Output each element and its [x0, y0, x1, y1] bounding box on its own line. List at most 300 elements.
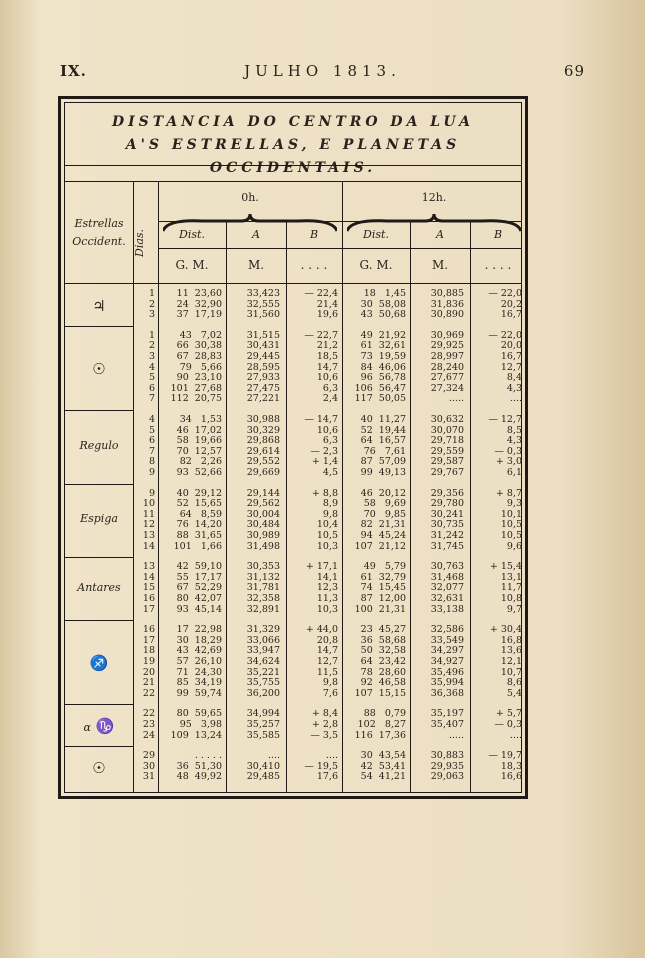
column-values-b12 — [470, 489, 522, 553]
star-label — [65, 360, 133, 378]
table-cell: 28,595 — [246, 361, 280, 373]
column-values-b0 — [286, 709, 338, 741]
column-values-d0 — [158, 489, 222, 553]
table-cell: 31,745 — [430, 540, 464, 552]
star-label — [65, 581, 133, 594]
table-cell: — 14,7 — [304, 414, 338, 425]
table-cell: 99 59,74 — [176, 687, 222, 699]
column-values-d12 — [342, 489, 406, 553]
table-cell: 9,8 — [322, 677, 338, 689]
table-cell: 10,8 — [500, 592, 522, 604]
table-cell: 33,423 — [246, 288, 280, 299]
table-cell: — 12,7 — [488, 414, 522, 425]
table-cell: 95 3,98 — [179, 718, 222, 730]
column-values-b12 — [470, 709, 522, 741]
table-cell: 12,7 — [316, 655, 338, 667]
table-cell: 29,552 — [246, 456, 280, 468]
column-values-a0 — [226, 331, 280, 405]
table-cell: 76 7,61 — [363, 445, 406, 457]
table-cell: 106 56,47 — [354, 382, 406, 394]
table-cell: — 3,5 — [310, 729, 338, 741]
table-cell: 36,200 — [246, 687, 280, 699]
column-values-d0 — [158, 289, 222, 321]
table-cell: 4,3 — [506, 435, 522, 447]
table-cell: 5 — [148, 372, 155, 384]
table-cell: 30,353 — [246, 561, 280, 573]
table-cell: 16,8 — [500, 634, 522, 646]
table-cell: 14,7 — [316, 361, 338, 373]
table-cell: 46 17,02 — [176, 424, 222, 436]
column-values-b12 — [470, 625, 522, 699]
table-cell: — 0,3 — [494, 718, 522, 730]
table-cell: 2,4 — [322, 393, 338, 405]
table-cell: 92 46,58 — [360, 677, 406, 689]
table-cell: 31,242 — [430, 529, 464, 541]
table-cell: 14 — [142, 540, 155, 552]
table-cell: 82 21,31 — [360, 519, 406, 531]
table-cell: 34,994 — [246, 708, 280, 720]
table-cell: 1 — [148, 288, 155, 299]
table-cell: 32,586 — [430, 624, 464, 636]
table-cell: 37 17,19 — [176, 309, 222, 321]
table-cell: 35,496 — [430, 666, 464, 678]
table-cell: 31,498 — [246, 540, 280, 552]
table-cell: 29,562 — [246, 498, 280, 510]
table-cell: ..... — [448, 729, 464, 741]
table-cell: 10,6 — [316, 372, 338, 384]
table-cell: 30,484 — [246, 519, 280, 531]
table-cell: 4 — [148, 414, 155, 425]
table-cell: 15 — [142, 582, 155, 594]
table-cell: 10,5 — [316, 529, 338, 541]
table-cell: 96 56,78 — [360, 372, 406, 384]
table-cell: 30,890 — [430, 309, 464, 321]
table-cell: — 22,0 — [488, 288, 522, 299]
table-cell: 101 27,68 — [170, 382, 222, 394]
unit-dist-0h: G. M. — [175, 258, 209, 272]
table-cell: 61 32,61 — [360, 340, 406, 352]
table-cell: 58 9,69 — [363, 498, 406, 510]
table-cell: 6,1 — [506, 466, 522, 478]
unit-a-0h: M. — [247, 258, 265, 272]
table-cell: 73 19,59 — [360, 350, 406, 362]
table-cell: 9 — [148, 466, 155, 478]
table-cell: 33,549 — [430, 634, 464, 646]
table-cell: 88 31,65 — [176, 529, 222, 541]
col-b-0h: B — [309, 228, 319, 241]
table-cell: 1 — [148, 329, 155, 341]
table-cell: 8,6 — [506, 677, 522, 689]
table-cell: 64 23,42 — [360, 655, 406, 667]
title-line-1: DISTANCIA DO CENTRO DA LUA — [111, 114, 475, 130]
table-cell: — 22,4 — [304, 288, 338, 299]
table-cell: 30,988 — [246, 414, 280, 425]
col-sep-0h-12h — [342, 181, 343, 792]
table-cell: 4,5 — [322, 466, 338, 478]
table-cell: 58 19,66 — [176, 435, 222, 447]
table-cell: 29,356 — [430, 487, 464, 499]
table-cell: 35,994 — [430, 677, 464, 689]
header-bottom-rule — [65, 283, 521, 284]
table-cell: 54 41,21 — [360, 771, 406, 783]
sagittarius-symbol-icon: ♐ — [89, 654, 109, 673]
table-cell: 32,891 — [246, 603, 280, 615]
ephemeris-table — [58, 96, 528, 799]
table-title — [65, 111, 521, 180]
table-cell: 93 52,66 — [176, 466, 222, 478]
table-cell: 61 32,79 — [360, 571, 406, 583]
column-values-d12 — [342, 289, 406, 321]
table-cell: + 8,8 — [311, 487, 338, 499]
column-values-d0 — [158, 751, 222, 783]
table-cell: 27,475 — [246, 382, 280, 394]
table-cell: 28,997 — [430, 350, 464, 362]
table-cell: 10,1 — [500, 508, 522, 520]
table-cell: 29,718 — [430, 435, 464, 447]
table-cell: — 19,7 — [488, 750, 522, 762]
star-name: Regulo — [79, 438, 119, 452]
table-cell: 67 52,29 — [176, 582, 222, 594]
table-cell: 31,836 — [430, 298, 464, 310]
table-cell: 6 — [148, 435, 155, 447]
table-cell: + 8,4 — [311, 708, 338, 720]
table-cell: + 3,0 — [495, 456, 522, 468]
table-cell: 16 — [142, 624, 155, 636]
table-cell: 18 — [142, 645, 155, 657]
unit-a-12h: M. — [431, 258, 449, 272]
table-cell: 36,368 — [430, 687, 464, 699]
table-cell: 31,468 — [430, 571, 464, 583]
col-a-0h: A — [252, 228, 260, 241]
table-cell: 8,4 — [506, 372, 522, 384]
table-cell: 10 — [142, 498, 155, 510]
table-cell: 3 — [148, 309, 155, 321]
table-cell: 64 8,59 — [179, 508, 222, 520]
column-values-days — [133, 751, 155, 783]
table-cell: 33,066 — [246, 634, 280, 646]
table-cell: 5,4 — [506, 687, 522, 699]
table-cell: 29,144 — [246, 487, 280, 499]
table-cell: 30,004 — [246, 508, 280, 520]
group-divider — [65, 410, 133, 411]
table-cell: 22 — [142, 687, 155, 699]
table-cell: + 2,8 — [311, 718, 338, 730]
table-inner-border — [64, 102, 522, 793]
table-cell: 10,4 — [316, 519, 338, 531]
table-cell: 19 — [142, 655, 155, 667]
column-values-d12 — [342, 751, 406, 783]
column-values-days — [133, 709, 155, 741]
col-header-days: Dias. — [133, 228, 146, 258]
table-cell: 32,555 — [246, 298, 280, 310]
group-divider — [65, 620, 133, 621]
table-cell: 43 42,69 — [176, 645, 222, 657]
table-cell: 30,883 — [430, 750, 464, 762]
table-cell: 29,587 — [430, 456, 464, 468]
table-cell: 31,329 — [246, 624, 280, 636]
column-values-a12 — [410, 489, 464, 553]
column-values-a12 — [410, 562, 464, 615]
column-values-days — [133, 625, 155, 699]
table-cell: + 30,4 — [489, 624, 522, 636]
table-cell: 31,515 — [246, 329, 280, 341]
column-values-a0 — [226, 709, 280, 741]
column-values-b0 — [286, 562, 338, 615]
star-name: Antares — [77, 580, 121, 594]
table-cell: + 8,7 — [495, 487, 522, 499]
table-cell: 13 — [142, 561, 155, 573]
table-cell: + 15,4 — [489, 561, 522, 573]
table-cell: 80 42,07 — [176, 592, 222, 604]
table-cell: 11,7 — [500, 582, 522, 594]
table-cell: 29,485 — [246, 771, 280, 783]
table-cell: 35,407 — [430, 718, 464, 730]
table-cell: 11,3 — [316, 592, 338, 604]
table-cell: 40 29,12 — [176, 487, 222, 499]
table-cell: 7 — [148, 445, 155, 457]
column-values-d12 — [342, 625, 406, 699]
table-cell: 42 59,10 — [176, 561, 222, 573]
column-values-d0 — [158, 625, 222, 699]
table-cell: 29,669 — [246, 466, 280, 478]
table-cell: 27,933 — [246, 372, 280, 384]
table-cell: 57 26,10 — [176, 655, 222, 667]
group-divider — [65, 746, 133, 747]
column-values-days — [133, 415, 155, 479]
column-values-a12 — [410, 625, 464, 699]
table-cell: — 19,5 — [304, 760, 338, 772]
table-cell: 10,5 — [500, 519, 522, 531]
table-cell: 35,221 — [246, 666, 280, 678]
table-cell: 29,780 — [430, 498, 464, 510]
table-cell: 31,781 — [246, 582, 280, 594]
column-values-d12 — [342, 415, 406, 479]
column-values-b0 — [286, 415, 338, 479]
column-values-a0 — [226, 562, 280, 615]
star-label — [65, 654, 133, 672]
table-cell: 112 20,75 — [170, 393, 222, 405]
table-cell: 84 46,06 — [360, 361, 406, 373]
table-cell: 79 5,66 — [179, 361, 222, 373]
table-cell: 90 23,10 — [176, 372, 222, 384]
table-cell: 101 1,66 — [173, 540, 222, 552]
table-cell: 67 28,83 — [176, 350, 222, 362]
column-values-a12 — [410, 415, 464, 479]
table-cell: 29,925 — [430, 340, 464, 352]
table-cell: 9,3 — [506, 498, 522, 510]
table-cell: 12,1 — [500, 655, 522, 667]
unit-b-0h: . . . . — [300, 258, 328, 272]
table-cell: 85 34,19 — [176, 677, 222, 689]
table-cell: 30,070 — [430, 424, 464, 436]
table-cell: 9,8 — [322, 508, 338, 520]
table-cell: 43 50,68 — [360, 309, 406, 321]
table-cell: 14,7 — [316, 645, 338, 657]
table-cell: 35,257 — [246, 718, 280, 730]
table-cell: 20,8 — [316, 634, 338, 646]
table-cell: 21,2 — [316, 340, 338, 352]
column-values-b12 — [470, 751, 522, 783]
table-cell: 20,0 — [500, 340, 522, 352]
table-cell: 22 — [142, 708, 155, 720]
table-cell: + 44,0 — [305, 624, 338, 636]
column-values-a0 — [226, 489, 280, 553]
table-cell: 66 30,38 — [176, 340, 222, 352]
column-values-days — [133, 331, 155, 405]
table-cell: 11 — [142, 508, 155, 520]
col-header-stars — [65, 215, 133, 251]
table-cell: 10,3 — [316, 603, 338, 615]
table-cell: + 1,4 — [311, 456, 338, 468]
group-divider — [65, 484, 133, 485]
table-cell: — 0,3 — [494, 445, 522, 457]
table-cell: 29 — [142, 750, 155, 762]
table-cell: 33,947 — [246, 645, 280, 657]
column-values-b12 — [470, 331, 522, 405]
table-cell: 102 8,27 — [357, 718, 406, 730]
table-cell: 30,969 — [430, 329, 464, 341]
table-cell: 43 7,02 — [179, 329, 222, 341]
table-cell: + 5,7 — [495, 708, 522, 720]
unit-dist-12h: G. M. — [359, 258, 393, 272]
table-cell: 30,329 — [246, 424, 280, 436]
table-cell: 29,935 — [430, 760, 464, 772]
table-cell: 29,614 — [246, 445, 280, 457]
table-cell: 13 — [142, 529, 155, 541]
star-label — [65, 297, 133, 315]
table-cell: 2 — [148, 298, 155, 310]
table-cell: 23 — [142, 718, 155, 730]
table-cell: 18,3 — [500, 760, 522, 772]
table-cell: 48 49,92 — [176, 771, 222, 783]
star-name: Espiga — [80, 512, 118, 526]
sun-symbol-icon: ☉ — [92, 359, 106, 378]
table-cell: 20 — [142, 666, 155, 678]
table-cell: 27,324 — [430, 382, 464, 394]
table-cell: 34,927 — [430, 655, 464, 667]
table-cell: 35,755 — [246, 677, 280, 689]
table-cell: 7,6 — [322, 687, 338, 699]
table-cell: 30 43,54 — [360, 750, 406, 762]
table-cell: 6 — [148, 382, 155, 394]
title-line-2: A'S ESTRELLAS, E PLANETAS OCCIDENTAIS. — [125, 137, 461, 176]
table-cell: 49 5,79 — [363, 561, 406, 573]
table-cell: 17 — [142, 634, 155, 646]
table-cell: 94 45,24 — [360, 529, 406, 541]
col-header-12h: 12h. — [421, 191, 447, 204]
table-cell: 52 15,65 — [176, 498, 222, 510]
table-cell: 21,4 — [316, 298, 338, 310]
table-cell: 24 32,90 — [176, 298, 222, 310]
chapter-number: IX. — [60, 62, 87, 80]
table-cell: 27,677 — [430, 372, 464, 384]
table-cell: 16,7 — [500, 309, 522, 321]
table-cell: 49 21,92 — [360, 329, 406, 341]
column-values-d0 — [158, 562, 222, 615]
table-cell: 16,6 — [500, 771, 522, 783]
table-cell: 23 45,27 — [360, 624, 406, 636]
table-cell: 42 53,41 — [360, 760, 406, 772]
table-cell: 35,197 — [430, 708, 464, 720]
sun-symbol-2-icon: ☉ — [92, 759, 106, 778]
star-label — [65, 439, 133, 452]
table-cell: 31,560 — [246, 309, 280, 321]
column-values-d0 — [158, 415, 222, 479]
table-cell: 30,989 — [246, 529, 280, 541]
table-cell: 4 — [148, 361, 155, 373]
column-values-d0 — [158, 331, 222, 405]
running-header — [60, 62, 585, 84]
table-cell: 30 18,29 — [176, 634, 222, 646]
table-cell: 12,3 — [316, 582, 338, 594]
table-cell: 31,132 — [246, 571, 280, 583]
table-cell: 55 17,17 — [176, 571, 222, 583]
table-cell: 32,358 — [246, 592, 280, 604]
table-cell: 8 — [148, 456, 155, 468]
table-cell: 74 15,45 — [360, 582, 406, 594]
table-cell: 32,631 — [430, 592, 464, 604]
star-label — [65, 512, 133, 525]
table-cell: 9,7 — [506, 603, 522, 615]
table-cell: 30,632 — [430, 414, 464, 425]
table-cell: 34,297 — [430, 645, 464, 657]
table-cell: .... — [509, 393, 522, 405]
table-cell: 10,7 — [500, 666, 522, 678]
column-values-b12 — [470, 289, 522, 321]
table-cell: 30,410 — [246, 760, 280, 772]
table-cell: 11 23,60 — [176, 288, 222, 299]
table-cell: — 2,3 — [310, 445, 338, 457]
table-cell: 27,221 — [246, 393, 280, 405]
table-cell: 28,240 — [430, 361, 464, 373]
jupiter-symbol-icon: ♃ — [92, 296, 106, 315]
col-sep-days — [158, 181, 159, 792]
column-values-a12 — [410, 331, 464, 405]
table-cell: 116 17,36 — [354, 729, 406, 741]
table-cell: 2 — [148, 340, 155, 352]
table-cell: 8,5 — [506, 424, 522, 436]
table-cell: ..... — [448, 393, 464, 405]
table-cell: 80 59,65 — [176, 708, 222, 720]
group-divider — [65, 704, 133, 705]
column-values-d12 — [342, 709, 406, 741]
table-cell: 19,6 — [316, 309, 338, 321]
table-cell: 3 — [148, 350, 155, 362]
table-cell: 34,624 — [246, 655, 280, 667]
table-cell: 14,1 — [316, 571, 338, 583]
table-cell: 93 45,14 — [176, 603, 222, 615]
group-divider — [65, 557, 133, 558]
group-divider — [65, 326, 133, 327]
table-cell: 70 9,85 — [363, 508, 406, 520]
table-cell: 87 57,09 — [360, 456, 406, 468]
table-cell: 6,3 — [322, 382, 338, 394]
table-cell: 30 — [142, 760, 155, 772]
table-cell: 12,7 — [500, 361, 522, 373]
table-cell: .... — [509, 729, 522, 741]
stars-header-2: Occident. — [72, 235, 126, 248]
table-cell: 78 28,60 — [360, 666, 406, 678]
table-cell: 107 21,12 — [354, 540, 406, 552]
table-cell: 29,063 — [430, 771, 464, 783]
table-cell: 13,6 — [500, 645, 522, 657]
table-cell: 4,3 — [506, 382, 522, 394]
table-cell: 30,735 — [430, 519, 464, 531]
column-values-a12 — [410, 709, 464, 741]
col-sep-star — [133, 181, 134, 792]
table-cell: 99 49,13 — [360, 466, 406, 478]
capricorn-symbol-icon: ♑ — [90, 717, 115, 736]
